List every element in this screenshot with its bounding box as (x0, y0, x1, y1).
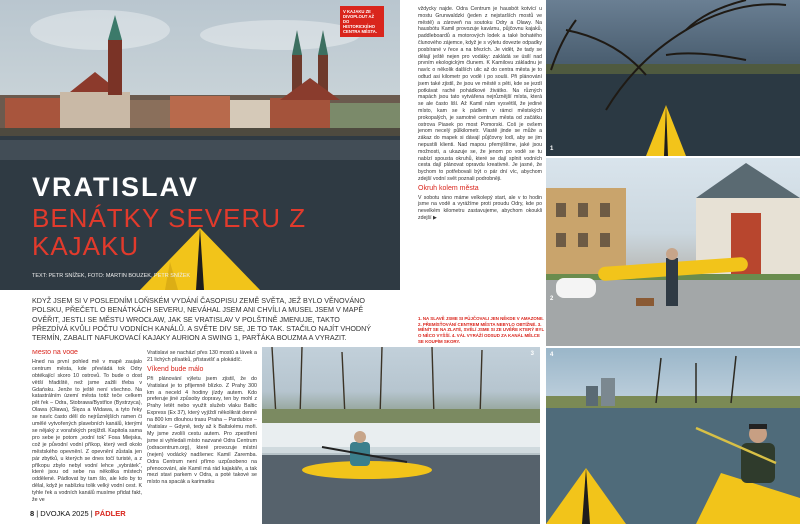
section-heading: Město na vodě (32, 350, 78, 356)
tree-river-illustration (546, 0, 800, 156)
text-column-1 (32, 350, 142, 505)
lead-paragraph: KDYŽ JSEM SI V POSLEDNÍM LOŇSKÉM VYDÁNÍ ČASOPISU ZEMĚ SVĚTA, JEŽ BYLO VĚNOVÁNO POLSKU, PŘEČETL O BENÁTKÁCH SEVERU, NEVÁHAL JSEM ANI CHVÍLI A MUSEL JSEM V MAPĚ OVĚŘIT, JESTLI SE MĚSTU WROCŁAW, JAK SE VRATISLAV V POLŠTINĚ JMENUJE, TAKTO PŘEZDÍVÁ KVŮLI POČTU VODNÍCH KANÁLŮ. A SVĚTE DIV SE, JE TO TAK. STAČILO NAJÍT VHODNÝ TERMÍN, ZABALIT NAFUKOVACÍ KAJAKY AURION A SWING 1, PARŤÁKA BOUZMA A VYRAZIT. (32, 296, 372, 343)
body-text: V sobotu ráno máme velkolepý start, ale v to hodin jsme na vodě a vyrážíme proti proudu Odry, kde po nevelkém kilometru zastavujeme, abychom okoukli zdejší ▶ (418, 194, 542, 221)
body-text: Vratislavi se nachází přes 130 mostů a lávek a 21 lichých plísatků, přístavišť a plokádíč. (147, 350, 257, 363)
photo-number: 4 (550, 352, 554, 358)
magazine-name: PÁDLER (94, 509, 126, 518)
page-number: 8 (30, 509, 35, 518)
paddler-illustration (546, 348, 800, 524)
body-text: Při plánování výletu jsem zjistil, že do Vratislavi je to příjemně blízko. Z Prahy 300 km a neceld 4 hodiny jízdy autem. Kdo preferuje jiné způsoby dopravy, ten by mohl z Prahy letět nebo využít služeb vlaku Baltic Express (Ex 37), který vyjíždí několikrát denně na 800 km dlouhou trasu Praha – Pardubice – Vratislav – Gdyně, tedy až k Baltskému moři. My jsme zvolili cestu autem. Pro zpestření jsme si vyhledali místo nazvané Odra Centrum (odracentrum.org), které provozuje místní (nejen) vodácký nadšenec Kamil Zaremba. Odra Centrum není přímo uzpůsobeno na přenocování, ale Kamil má rád kajakáře, a tak mezi stavi parkem v Odra, a poté takové se místo na spacák a karimatku (147, 375, 257, 486)
street-illustration (546, 158, 800, 346)
text-column-2 (147, 350, 257, 505)
photo-number: 2 (550, 296, 554, 302)
page-footer: 8 | DVOJKA 2025 | PÁDLER (30, 509, 126, 518)
hero-tag-label: V KAJAKU ZE DIVOPLOUT AŽ DO HISTORICKÉHO CENTRA MĚSTA. (340, 6, 384, 37)
body-text: vždycky najde. Odra Centrum je hausbót kotvící u mostu Grunwaldzki (jeden z nejstarších mostů ve městě) a zároveň na soutoku Odry a Olawy. Na hausbótu Kamil provozuje kavárnu, půjčovnu kajaků, paddleboardů a motorových lodek a také bohatého člunového zájemce, když je s výletu dovezte odpadky posbírané v řece a na březích. Je vidět, že tady se dělají ještě nejen pro vodáky: zakládá se úsilí nad prvním ekologickým člunem. K Kamilovu základnu je navíc o několik dalších ulic až do centra města je to odtud asi kilometr po vodě i po souši. Při plánování jsem také zjistil, že jsou ve městě s pěti, kde se jezdí potkávat raché pohádkové živátko. Na různých mapách jsou tato vytvářena nejrůznější místa, která se ale často liší. Až Kamil nám vysvětlil, že jediné místo, kam se k pádlem v rámci městských prokopalých, je samotné centrum města od začátku ostrova Piasek po most Pomorski. Coš je ovšem jenom necelý půlkilometr. Vlastě jinde se může a zákaz do mapek si dávají půjčovny lodí, aby se jim nepustili klienti. Nad mapou přemýšlíme, jaké jsou možnosti, a ukazuje se, že jenom po vodě se tu nabízí spousta okruhů, které se dají splnit vodních cesta dají plánovat opravdu kreativně. Je jasné, že bychom to potřebovali být o pár dní víc, abychom zdejší vodní svět poznali podrobněji. (418, 6, 542, 182)
text-column-right (418, 6, 542, 225)
article-subtitle: BENÁTKY SEVERU Z KAJAKU (32, 203, 307, 261)
body-text: Hned na první pohled mě v mapě zaujalo centrum města, kde převládá tok Odry obtékající skoro 10 ostrovů. To bude o dost větší hřadiště, než jsme zažili třeba v Gdańsku. Jenže to ještě není všechno. Na katastrálním území města totiž teče celkem pět řek – Odra, Stobrawa/Bystřice (Bystrzyca), Olawa (Oława), Ślęza a Widawa, a tyto řeky se navíc často dělí do nejrůznějších ramen či umělé vytvořených plavebních kanálů, kterými se nějaký z vorařských projíždí. Kapitola sama pro sebe je potom „vodní tok“ Fosa Miejska, což je původní vodní příkop, který vedl okolo městského opevnění. Z opevnění zůstala jen pár zbytků, u kterých se dnes točí turisté, a z příkopu zbylo nebyl vodní lehce „vybrátek“, které jsou od sebe na několika místech oddělené. Pádlovat by tam šlo, ale kdo by to dělal, když je nablízku tolik velký vodní cest. K tyhle řek a vodních kanálů musíme přidat fakt, že ve (32, 358, 142, 504)
photo-number: 3 (530, 351, 534, 357)
photo-captions: 1. NA SLAVĚ JSME SI PŮJČOVALI JEN NĚKDE V AMAZONII. 2. PŘEMÍSŤOVÁNÍ CENTREM MĚSTA NEBYLO OBTÍŽNÉ. 3. MĚNÍT SE NA ZLATÉ, SVĚLÍ JSME SI ZE UVĚŘE KTERÝ BYL O NĚCO VYŠŠÍ. 4. VÁL VYRÁŽÍ ODSUD ZA KANÁL MĚLCE SE KOUPÍM SKORY. (418, 316, 545, 344)
section-heading: Okruh kolem města (418, 184, 479, 192)
photo-paddler-river (546, 348, 800, 524)
photo-tree-river (546, 0, 800, 156)
photo-street-carry (546, 158, 800, 346)
section-heading: Víkend bude málo (147, 365, 204, 373)
photo-weir-kayak (262, 347, 540, 524)
article-credits: TEXT: PETR SNÍŽEK, FOTO: MARTIN BOUZEK, PETR SNÍŽEK (32, 273, 191, 279)
hero-photo (0, 0, 400, 290)
weir-illustration (262, 347, 540, 524)
photo-number: 1 (550, 146, 554, 152)
issue-label: DVOJKA 2025 (40, 509, 89, 518)
article-title: VRATISLAV (32, 172, 200, 202)
